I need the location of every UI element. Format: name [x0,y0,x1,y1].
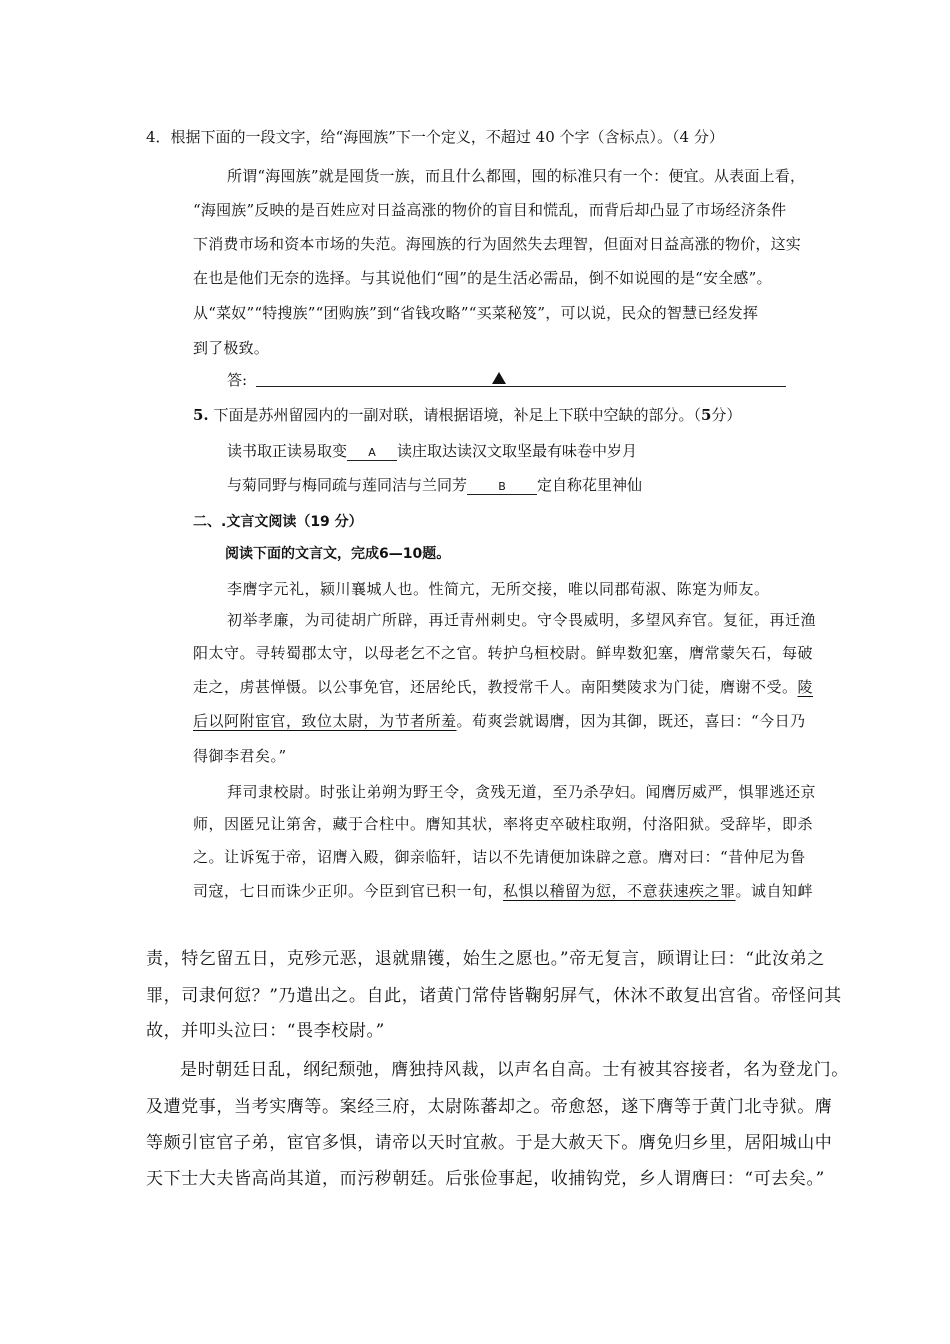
couplet-line-2-pre: 与菊同野与梅同疏与莲同洁与兰同芳 [227,476,468,494]
q5-score-tail: 分） [711,406,742,424]
passage-line: 是时朝廷日乱，纲纪颓弛，膺独持风裁，以声名自高。士有被其容接者，名为登龙门。 [180,1060,849,1080]
passage-text: 走之，虏甚惮慑。以公事免官，还居纶氏，教授常千人。南阳樊陵求为门徒，膺谢不受。 [193,678,798,696]
underlined-text: 陵 [797,678,814,696]
passage-line: 李膺字元礼，颍川襄城人也。性简亢，无所交接，唯以同郡荀淑、陈寔为师友。 [227,580,770,598]
passage-text: 。诚自知衅 [735,882,814,900]
q4-text-line: 到了极致。 [193,339,270,357]
passage-text: 司寇，七日而诛少正卯。今臣到官已积一旬， [193,882,504,900]
passage-line: 罪，司隶何愆？”乃遣出之。自此，诸黄门常侍皆鞠躬屏气，休沐不敢复出宫省。帝怪问其 [146,986,842,1006]
answer-label: 答: [227,371,248,389]
passage-line: 师，因匿兄让第舍，藏于合柱中。膺知其状，率将吏卒破柱取朔，付洛阳狱。受辞毕，即杀 [193,815,814,833]
passage-line: 天下士大夫皆高尚其道，而污秽朝廷。后张俭事起，收捕钩党，乡人谓膺曰：“可去矣。” [146,1169,825,1189]
passage-line: 拜司隶校尉。时张让弟朔为野王令，贪残无道，至乃杀孕妇。闻膺厉威严，惧罪逃还京 [227,783,817,801]
passage-line [193,710,806,731]
passage-line: 责，特乞留五日，克殄元恶，退就鼎镬，始生之愿也。”帝无复言，顾谓让曰：“此汝弟之 [146,949,825,969]
passage-text: 。荀爽尝就谒膺，因为其御，既还，喜曰：“今日乃 [456,712,806,730]
passage-line [193,676,813,697]
section-2-title: 二、.文言文阅读（19 分） [193,514,363,530]
q5-number: 5. [193,406,209,424]
passage-line: 等颇引宦官子弟，宦官多惧，请帝以天时宜赦。于是大赦天下。膺免归乡里，居阳城山中 [146,1133,833,1153]
couplet-line-1-post: 读庄取达读汉文取坚最有味卷中岁月 [397,442,638,460]
couplet-line-1 [227,440,637,461]
passage-line [193,880,813,901]
section-2-instruction: 阅读下面的文言文，完成6—10题。 [225,546,451,562]
question-4-title: 4．根据下面的一段文字，给“海囤族”下一个定义，不超过 40 个字（含标点）。（4 分） [146,128,724,146]
passage-line: 阳太守。寻转蜀郡太守，以母老乞不之官。转护乌桓校尉。鲜卑数犯塞，膺常蒙矢石，每破 [193,644,814,662]
passage-line: 故，并叩头泣曰：“畏李校尉。” [146,1021,385,1041]
passage-line: 得御李君矣。” [193,747,287,765]
q5-title-text: 下面是苏州留园内的一副对联，请根据语境，补足上下联中空缺的部分。（ [213,406,701,424]
passage-line: 初举孝廉，为司徒胡广所辟，再迁青州刺史。守令畏威明，多望风弃官。复征，再迁渔 [227,611,817,629]
blank-a[interactable]: A [347,446,397,461]
underlined-sentence: 私惧以稽留为愆，不意获速疾之罪 [503,882,736,900]
couplet-line-2-post: 定自称花里神仙 [537,476,643,494]
underlined-sentence: 后以阿附宦官，致位太尉，为节者所羞 [193,712,457,730]
couplet-line-2 [227,474,642,495]
q4-text-line: 下消费市场和资本市场的失范。海囤族的行为固然失去理智，但面对日益高涨的物价，这实 [193,235,802,253]
question-5-title [193,404,741,425]
answer-line[interactable] [256,386,786,387]
passage-line: 之。让诉冤于帝，诏膺入殿，御亲临轩，诘以不先请便加诛辟之意。膺对曰：“昔仲尼为鲁 [193,848,806,866]
triangle-marker-icon [492,372,506,384]
q4-text-line: 在也是他们无奈的选择。与其说他们“囤”的是生活必需品，倒不如说囤的是“安全感”。 [193,269,772,287]
couplet-line-1-pre: 读书取正读易取变 [227,442,348,460]
blank-b[interactable]: B [467,480,537,495]
q5-score: 5 [700,406,712,424]
q4-text-line: “海囤族”反映的是百姓应对日益高涨的物价的盲目和慌乱，而背后却凸显了市场经济条件 [193,201,787,219]
passage-line: 及遭党事，当考实膺等。案经三府，太尉陈蕃却之。帝愈怒，遂下膺等于黄门北寺狱。膺 [146,1097,833,1117]
q4-text-line: 所谓“海囤族”就是囤货一族，而且什么都囤，囤的标准只有一个：便宜。从表面上看， [227,167,806,185]
q4-text-line: 从“菜奴”“特搜族”“团购族”到“省钱攻略”“买菜秘笈”，可以说，民众的智慧已经发挥 [193,304,759,322]
